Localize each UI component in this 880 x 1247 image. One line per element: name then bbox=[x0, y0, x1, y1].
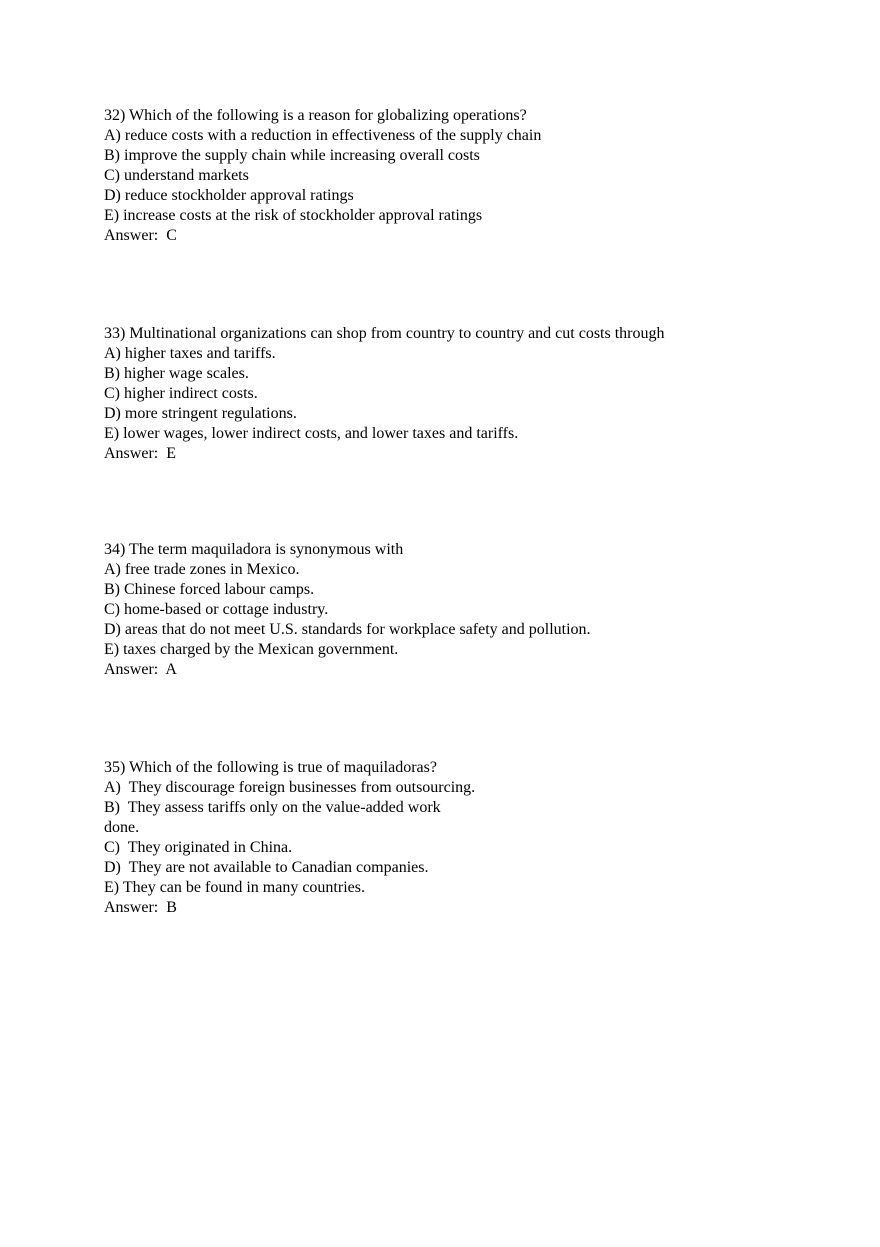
option-e: E) They can be found in many countries. bbox=[104, 879, 365, 896]
question-34 bbox=[104, 540, 591, 680]
question-35 bbox=[104, 758, 475, 918]
option-d: D) more stringent regulations. bbox=[104, 405, 297, 422]
option-e: E) taxes charged by the Mexican government. bbox=[104, 641, 399, 658]
question-stem: 33) Multinational organizations can shop from country to country and cut costs through bbox=[104, 325, 665, 342]
option-a: A) higher taxes and tariffs. bbox=[104, 345, 276, 362]
answer-line: Answer: A bbox=[104, 661, 177, 678]
option-b: B) They assess tariffs only on the value-added work bbox=[104, 799, 441, 816]
option-e: E) increase costs at the risk of stockholder approval ratings bbox=[104, 207, 483, 224]
question-stem: 35) Which of the following is true of maquiladoras? bbox=[104, 759, 437, 776]
option-a: A) reduce costs with a reduction in effectiveness of the supply chain bbox=[104, 127, 542, 144]
option-b-continuation: done. bbox=[104, 819, 140, 836]
option-b: B) improve the supply chain while increasing overall costs bbox=[104, 147, 480, 164]
question-stem: 34) The term maquiladora is synonymous with bbox=[104, 541, 404, 558]
option-d: D) areas that do not meet U.S. standards for workplace safety and pollution. bbox=[104, 621, 591, 638]
option-a: A) free trade zones in Mexico. bbox=[104, 561, 300, 578]
answer-line: Answer: E bbox=[104, 445, 176, 462]
option-c: C) understand markets bbox=[104, 167, 249, 184]
option-d: D) reduce stockholder approval ratings bbox=[104, 187, 354, 204]
option-e: E) lower wages, lower indirect costs, and lower taxes and tariffs. bbox=[104, 425, 519, 442]
question-33 bbox=[104, 324, 664, 464]
answer-line: Answer: C bbox=[104, 227, 177, 244]
question-stem: 32) Which of the following is a reason for globalizing operations? bbox=[104, 107, 527, 124]
option-c: C) They originated in China. bbox=[104, 839, 293, 856]
question-32 bbox=[104, 106, 541, 246]
option-a: A) They discourage foreign businesses from outsourcing. bbox=[104, 779, 476, 796]
option-b: B) Chinese forced labour camps. bbox=[104, 581, 315, 598]
option-b: B) higher wage scales. bbox=[104, 365, 249, 382]
option-d: D) They are not available to Canadian companies. bbox=[104, 859, 429, 876]
answer-line: Answer: B bbox=[104, 899, 177, 916]
option-c: C) higher indirect costs. bbox=[104, 385, 258, 402]
option-c: C) home-based or cottage industry. bbox=[104, 601, 329, 618]
